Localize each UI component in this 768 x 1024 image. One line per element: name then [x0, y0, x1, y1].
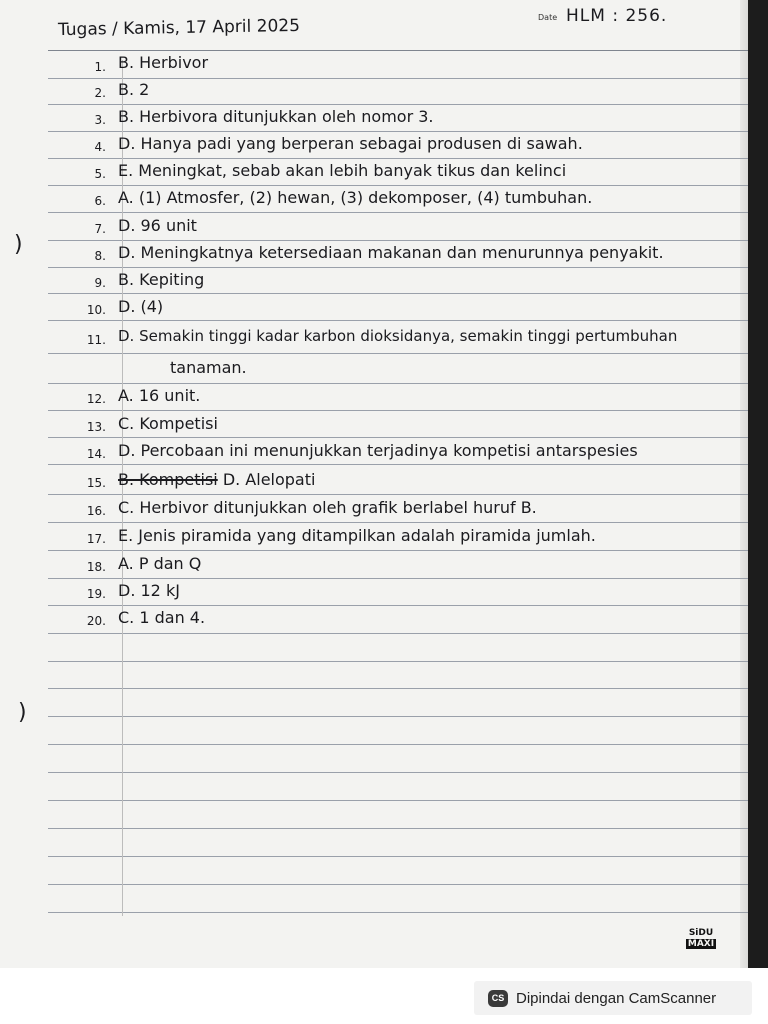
answer-text: A. (1) Atmosfer, (2) hewan, (3) dekomposer, (4) tumbuhan.	[118, 188, 593, 207]
rule-line	[48, 494, 750, 495]
answer-number: 1.	[94, 60, 106, 74]
rule-line	[48, 104, 750, 105]
rule-line	[48, 856, 750, 857]
brand-line2: MAXI	[687, 939, 715, 949]
answer-text: D. Meningkatnya ketersediaan makanan dan menurunnya penyakit.	[118, 243, 664, 262]
camscanner-icon: CS	[488, 990, 508, 1007]
rule-line	[48, 320, 750, 321]
brand-line1: SiDU	[688, 928, 714, 938]
answer-text: B. Kepiting	[118, 270, 205, 289]
margin-mark: )	[14, 232, 23, 257]
answer-text: C. Kompetisi	[118, 414, 218, 433]
answer-number: 7.	[94, 222, 106, 236]
rule-line	[48, 912, 750, 913]
rule-line	[48, 828, 750, 829]
rule-line	[48, 550, 750, 551]
answer-number: 20.	[86, 614, 106, 628]
rule-line	[48, 633, 750, 634]
answer-number: 9.	[94, 276, 106, 290]
answer-text: D. Percobaan ini menunjukkan terjadinya kompetisi antarspesies	[118, 441, 638, 460]
answer-text: D. 96 unit	[118, 216, 197, 235]
rule-line	[48, 661, 750, 662]
rule-line	[48, 212, 750, 213]
rule-line	[48, 353, 750, 354]
answer-text: C. 1 dan 4.	[118, 608, 206, 627]
rule-line	[48, 578, 750, 579]
answer-number: 14.	[86, 447, 106, 461]
answer-text: D. 12 kJ	[118, 581, 180, 600]
corrected-answer: D. Alelopati	[222, 470, 316, 489]
rule-line	[48, 158, 750, 159]
answer-text: B. Herbivora ditunjukkan oleh nomor 3.	[118, 107, 434, 126]
answer-text	[118, 470, 315, 489]
answer-text: E. Jenis piramida yang ditampilkan adalah piramida jumlah.	[118, 526, 596, 545]
rule-line	[48, 605, 750, 606]
answer-number: 3.	[94, 113, 106, 127]
rule-line	[48, 744, 750, 745]
rule-line	[48, 240, 750, 241]
answer-number: 8.	[94, 249, 106, 263]
page-reference: HLM : 256.	[566, 6, 668, 26]
rule-line	[48, 383, 750, 384]
answer-number: 6.	[94, 194, 106, 208]
date-label: Date	[538, 13, 558, 22]
rule-line	[48, 688, 750, 689]
answer-text: E. Meningkat, sebab akan lebih banyak tikus dan kelinci	[118, 161, 567, 180]
rule-line	[48, 267, 750, 268]
camscanner-watermark	[474, 981, 752, 1015]
rule-line	[48, 78, 750, 79]
struck-answer: B. Kompetisi	[118, 470, 218, 489]
answer-number: 19.	[86, 587, 106, 601]
rule-line	[48, 522, 750, 523]
answer-text: A. P dan Q	[118, 554, 202, 573]
answer-number: 15.	[86, 476, 106, 490]
rule-line	[48, 293, 750, 294]
answer-number: 5.	[94, 167, 106, 181]
rule-line	[48, 800, 750, 801]
answer-number: 11.	[86, 333, 106, 347]
answer-continuation: tanaman.	[170, 358, 247, 377]
answer-number: 13.	[86, 420, 106, 434]
answer-text: B. 2	[118, 80, 150, 99]
rule-line	[48, 772, 750, 773]
answer-text: C. Herbivor ditunjukkan oleh grafik berlabel huruf B.	[118, 498, 537, 517]
answer-number: 4.	[94, 140, 106, 154]
rule-line	[48, 884, 750, 885]
answer-text: D. (4)	[118, 297, 164, 316]
answer-text: D. Semakin tinggi kadar karbon dioksidanya, semakin tinggi pertumbuhan	[118, 327, 678, 345]
rule-line	[48, 437, 750, 438]
rule-line	[48, 50, 750, 51]
answer-number: 16.	[86, 504, 106, 518]
answer-text: B. Herbivor	[118, 53, 209, 72]
page-edge	[748, 0, 768, 968]
rule-line	[48, 410, 750, 411]
answer-text: D. Hanya padi yang berperan sebagai produsen di sawah.	[118, 134, 583, 153]
answer-number: 2.	[94, 86, 106, 100]
margin-mark: )	[18, 700, 27, 725]
rule-line	[48, 185, 750, 186]
rule-line	[48, 464, 750, 465]
rule-line	[48, 716, 750, 717]
answer-number: 17.	[86, 532, 106, 546]
answer-text: A. 16 unit.	[118, 386, 201, 405]
rule-line	[48, 131, 750, 132]
page-title: Tugas / Kamis, 17 April 2025	[57, 15, 301, 41]
notebook-brand-logo	[684, 928, 718, 949]
answer-number: 18.	[86, 560, 106, 574]
camscanner-text: Dipindai dengan CamScanner	[516, 989, 717, 1007]
answer-number: 12.	[86, 392, 106, 406]
answer-number: 10.	[86, 303, 106, 317]
